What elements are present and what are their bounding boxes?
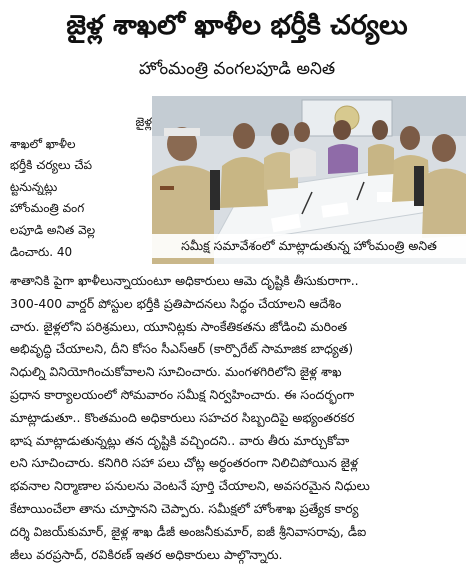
- photo-caption: సమీక్ష సమావేశంలో మాట్లాడుతున్న హోంమంత్రి అనిత: [152, 234, 466, 258]
- article-body: [10, 270, 466, 566]
- body-line: 300-400 వార్డర్ పోస్టుల భర్తీకి ప్రతిపాదనలు సిద్ధం చేయాలని ఆదేశిం: [10, 295, 342, 311]
- intro-line: హోంమంత్రి వంగ: [10, 201, 85, 216]
- body-line: శాతానికి పైగా ఖాళీలున్నాయంటూ అధికారులు ఆమె దృష్టికి తీసుకురాగా..: [10, 273, 359, 288]
- intro-line: డించారు. 40: [10, 244, 73, 259]
- body-line: జీలు వరప్రసాద్, రవికిరణ్ ఇతర అధికారులు పాల్గొన్నారు.: [10, 546, 283, 562]
- body-line: భవనాల నిర్మాణాల పనులను వెంటనే పూర్తి చేయాలని, అవసరమైన నిధులు: [10, 478, 370, 494]
- body-line: కేటాయించేలా తాను చూస్తానని చెప్పారు. సమీక్షలో హోంశాఖ ప్రత్యేక కార్య: [10, 500, 359, 516]
- body-line: మాట్లాడుతూ.. కొంతమంది అధికారులు సహచర సిబ్బందిపై అభ్యంతరకర: [10, 409, 355, 425]
- intro-line: జైళ్ల: [135, 115, 152, 129]
- body-line: ప్రధాన కార్యాలయంలో సోమవారం సమీక్ష నిర్వహించారు. ఈ సందర్భంగా: [10, 386, 355, 402]
- body-line: లని సూచించారు. కనిగిరి సహా పలు చోట్ల అర్ధంతరంగా నిలిచిపోయిన జైళ్ల: [10, 455, 359, 471]
- body-line: చారు. జైళ్లలోని పరిశ్రమలు, యూనిట్లకు సాంకేతికతను జోడించి మరింత: [10, 318, 348, 334]
- subheadline: హోంమంత్రి వంగలపూడి అనిత: [138, 59, 336, 79]
- intro-line: లపూడి అనిత వెల్ల: [10, 222, 96, 237]
- intro-line: ట్టనున్నట్లు: [10, 179, 58, 194]
- body-line: అభివృద్ధి చేయాలని, దీని కోసం సీఎస్ఆర్ (కార్పొరేట్ సామాజిక బాధ్యత): [10, 341, 354, 357]
- intro-line: శాఖలో ఖాళీల: [10, 136, 76, 151]
- intro-line: భర్తీకి చర్యలు చేప: [10, 158, 93, 173]
- body-line: దర్శి విజయ్‌కుమార్, జైళ్ల శాఖ డీజీ అంజనీకుమార్, ఐజీ శ్రీనివాసరావు, డీఐ: [10, 523, 367, 539]
- headline: జైళ్ల శాఖలో ఖాళీల భర్తీకి చర్యలు: [66, 10, 408, 41]
- intro-column: [10, 112, 152, 263]
- body-line: భాష మాట్లాడుతున్నట్లు తన దృష్టికి వచ్చిందని.. వారు తీరు మార్చుకోవా: [10, 432, 350, 448]
- body-line: నిధుల్ని వినియోగించుకోవాలని సూచించారు. మంగళగిరిలోని జైళ్ల శాఖ: [10, 364, 342, 380]
